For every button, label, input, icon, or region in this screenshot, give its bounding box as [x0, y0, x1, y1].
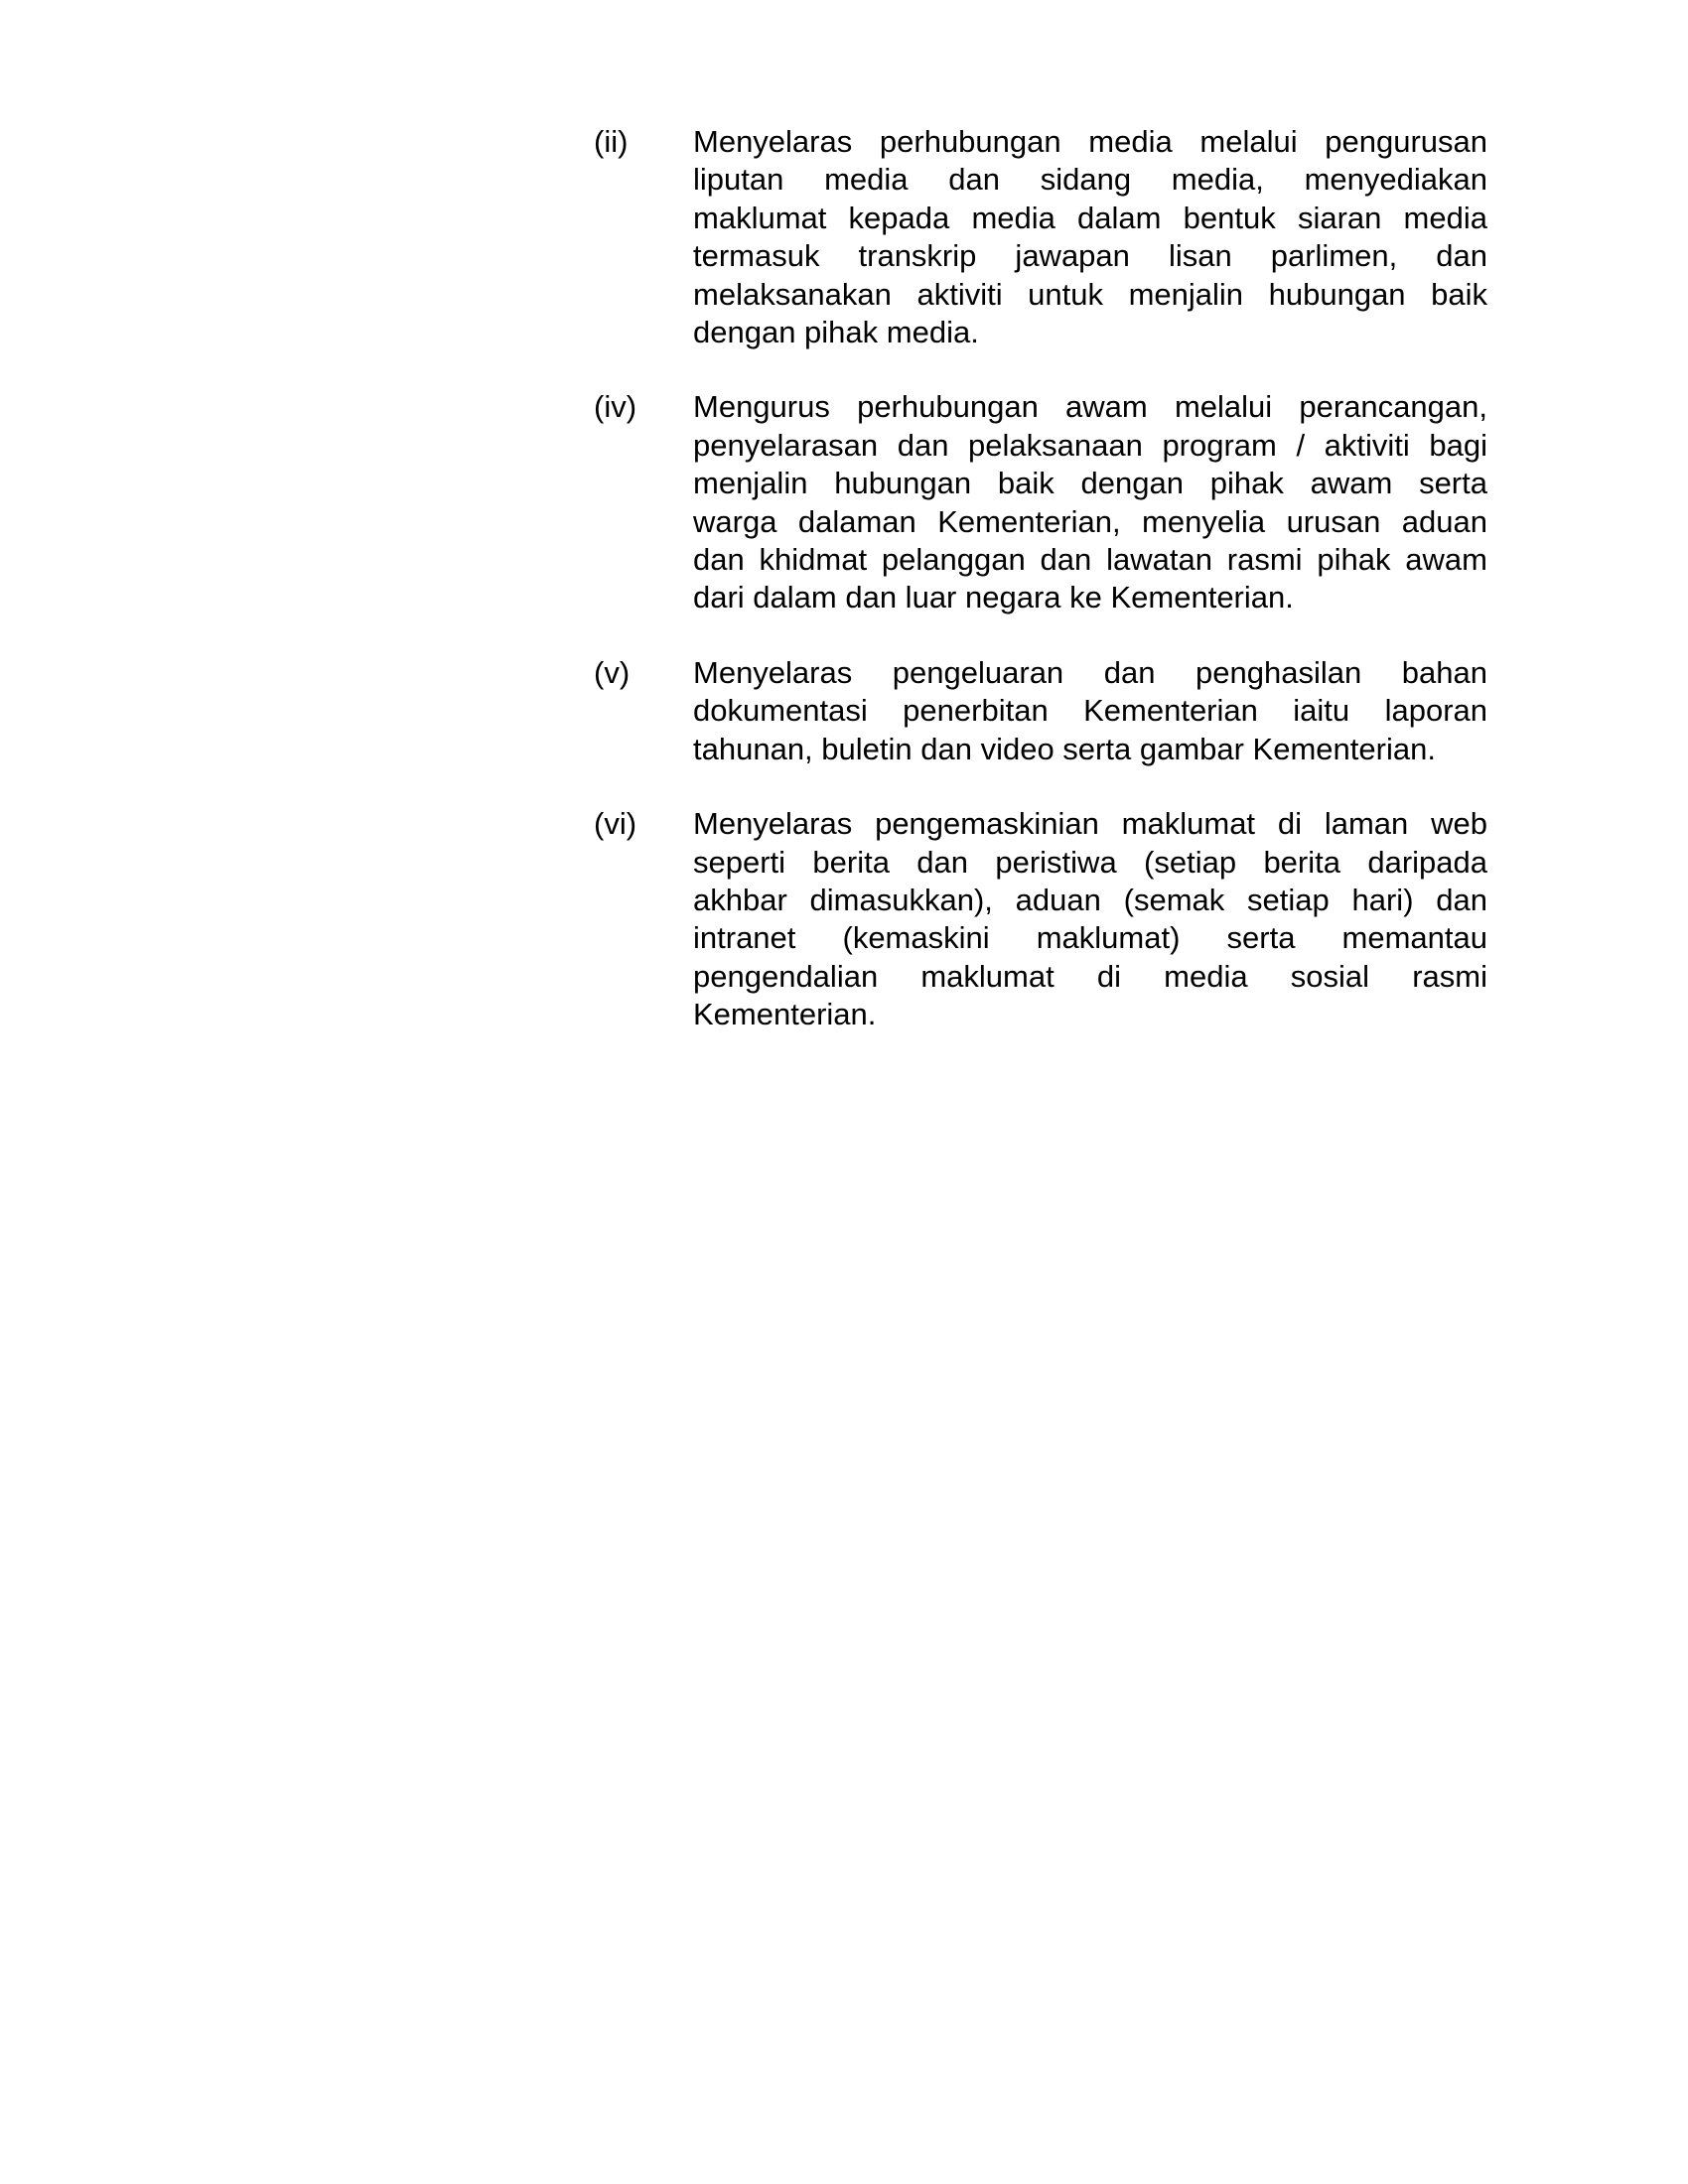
- list-item-iv: [594, 388, 1487, 616]
- text-line: termasuk transkrip jawapan lisan parlimen, dan: [693, 238, 1487, 274]
- list-marker: (vi): [594, 806, 637, 842]
- text-line: warga dalaman Kementerian, menyelia urusan aduan: [693, 503, 1487, 539]
- text-line: menjalin hubungan baik dengan pihak awam serta: [693, 466, 1487, 501]
- numbered-list: [594, 123, 1487, 1071]
- text-line: dari dalam dan luar negara ke Kementerian.: [693, 580, 1294, 615]
- text-line: Kementerian.: [693, 997, 877, 1032]
- text-line: seperti berita dan peristiwa (setiap berita daripada: [693, 844, 1487, 880]
- list-item-text: [693, 654, 1487, 768]
- list-item-text: [693, 388, 1487, 616]
- text-line: Menyelaras pengemaskinian maklumat di laman web: [693, 806, 1487, 842]
- text-line: dokumentasi penerbitan Kementerian iaitu laporan: [693, 693, 1487, 729]
- text-line: Menyelaras perhubungan media melalui pengurusan: [693, 124, 1487, 159]
- list-item-text: [693, 805, 1487, 1033]
- text-line: pengendalian maklumat di media sosial rasmi: [693, 958, 1487, 994]
- list-item-vi: [594, 805, 1487, 1033]
- text-line: dan khidmat pelanggan dan lawatan rasmi pihak awam: [693, 542, 1487, 578]
- list-marker: (v): [594, 654, 631, 690]
- list-item-v: [594, 654, 1487, 768]
- list-marker: (ii): [594, 124, 629, 159]
- text-line: penyelarasan dan pelaksanaan program / aktiviti bagi: [693, 427, 1487, 463]
- text-line: liputan media dan sidang media, menyediakan: [693, 162, 1487, 198]
- list-item-text: [693, 123, 1487, 351]
- text-line: Menyelaras pengeluaran dan penghasilan bahan: [693, 654, 1487, 690]
- text-line: tahunan, buletin dan video serta gambar Kementerian.: [693, 731, 1436, 766]
- text-line: intranet (kemaskini maklumat) serta memantau: [693, 920, 1487, 956]
- text-line: melaksanakan aktiviti untuk menjalin hubungan baik: [693, 276, 1487, 312]
- text-line: dengan pihak media.: [693, 315, 979, 350]
- text-line: Mengurus perhubungan awam melalui perancangan,: [693, 389, 1487, 425]
- text-line: akhbar dimasukkan), aduan (semak setiap hari) dan: [693, 882, 1487, 917]
- list-marker: (iv): [594, 389, 637, 425]
- list-item-ii: [594, 123, 1487, 351]
- text-line: maklumat kepada media dalam bentuk siaran media: [693, 200, 1487, 235]
